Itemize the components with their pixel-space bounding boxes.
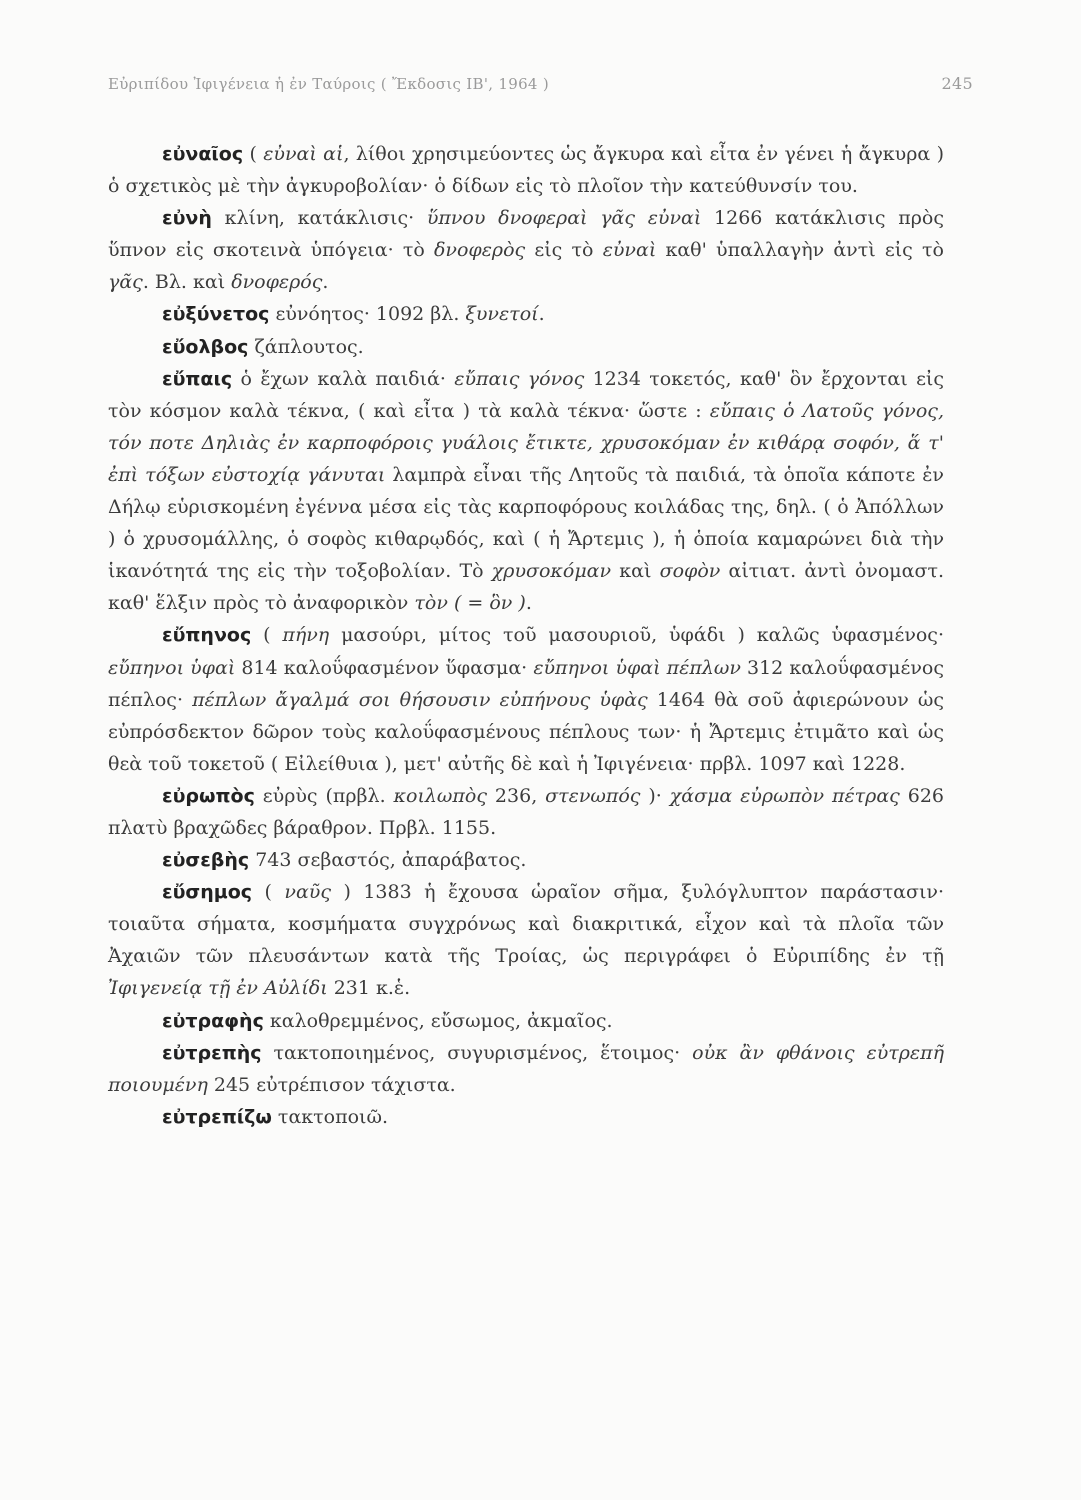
entry-definition-text: 1266 κατάκλισις πρὸς ὕπνον εἰς σκοτεινὰ ὑπόγεια· τὸ	[108, 207, 944, 262]
entry-definition-text: 626 πλατὺ βραχῶδες βάραθρον. Πρβλ. 1155.	[108, 784, 944, 839]
entry-definition-text: ζάπλουτος.	[248, 335, 364, 358]
entry-headword: εὐξύνετος	[162, 303, 270, 326]
entry-definition-text: 236,	[487, 784, 546, 807]
entry-citation-italic: εὐναὶ	[602, 239, 657, 262]
entry-definition-text: 312 καλοΰφασμένος πέπλος·	[108, 656, 945, 711]
entry-definition-text: 814 καλοΰφασμένον ὕφασμα·	[235, 656, 534, 679]
entry-definition-text: (	[251, 624, 283, 647]
glossary-entry	[108, 331, 944, 363]
glossary-entry	[108, 1101, 944, 1133]
entry-citation-italic: εὔπαις γόνος	[454, 367, 585, 390]
glossary-entry	[108, 844, 944, 876]
entry-definition-text: 245 εὐτρέπισον τάχιστα.	[207, 1073, 456, 1096]
entry-citation-italic: σοφὸν	[659, 560, 721, 583]
entry-citation-italic: εὔπηνοι ὑφαὶ πέπλων	[533, 656, 741, 679]
entry-definition-text: τακτοποιημένος, συγυρισμένος, ἕτοιμος·	[261, 1041, 693, 1064]
entry-citation-italic: χάσμα εὐρωπὸν πέτρας	[669, 784, 900, 807]
entry-headword: εὐτρεπίζω	[162, 1105, 272, 1128]
entry-definition-text: μασούρι, μίτος τοῦ μασουριοῦ, ὑφάδι ) καλῶς ὑφασμένος·	[329, 624, 944, 647]
entry-citation-italic: εὔπηνοι ὑφαὶ	[108, 656, 236, 679]
glossary-entry	[108, 619, 944, 779]
glossary-entry	[108, 363, 944, 620]
entry-definition-text: καὶ	[611, 560, 660, 583]
glossary-entry	[108, 138, 944, 202]
entry-headword: εὐτραφὴς	[162, 1009, 264, 1032]
entry-citation-italic: τὸν ( = ὃν )	[414, 592, 526, 615]
running-title: Εὐριπίδου Ἰφιγένεια ἡ ἐν Ταύροις ( Ἔκδοσις ΙΒ', 1964 )	[108, 75, 549, 93]
entry-definition-text: 1464 θὰ σοῦ ἀφιερώνουν ὡς εὐπρόσδεκτον δῶρον τοὺς καλοΰφασμένους πέπλους των· ἡ Ἄρτεμις ἐτιμᾶτο καὶ ὡς θεὰ τοῦ τοκετοῦ ( Εἰλείθυια ), μετ' αὐτῆς δὲ καὶ ἡ Ἰφιγένεια· πρβλ. 1097 καὶ 1228.	[108, 688, 944, 775]
entry-definition-text: εὐρὺς (πρβλ.	[254, 784, 394, 807]
entry-citation-italic: ξυνετοί	[465, 303, 539, 326]
entry-headword: εὐναῖος	[162, 143, 244, 165]
entry-definition-text: καθ' ὑπαλλαγὴν ἀντὶ εἰς τὸ	[656, 239, 944, 262]
entry-definition-text: λαμπρὰ εἶναι τῆς Λητοῦς τὰ παιδιά, τὰ ὁποῖα κάποτε ἐν Δήλῳ εὑρισκομένη ἐγέννα μέσα εἰς τὰς καρποφόρους κοιλάδας της, δηλ. ( ὁ Ἀπόλλων ) ὁ χρυσομάλλης, ὁ σοφὸς κιθαρῳδός, καὶ ( ἡ Ἄρτεμις ), ἡ ὁποία καμαρώνει διὰ τὴν ἱκανότητά της εἰς τὴν τοξοβολίαν. Τὸ	[108, 463, 944, 583]
entry-definition-text: εἰς τὸ	[525, 239, 603, 262]
entry-headword: εὔπηνος	[162, 624, 252, 647]
entry-headword: εὔολβος	[162, 335, 249, 358]
entry-citation-italic: ναῦς	[284, 881, 331, 904]
entry-definition-text: 743 σεβαστός, ἀπαράβατος.	[249, 849, 527, 872]
entry-citation-italic: Ἰφιγενείᾳ τῇ ἐν Αὐλίδι	[108, 977, 328, 1000]
entry-definition-text: . Βλ. καὶ	[142, 271, 232, 294]
running-header	[108, 74, 973, 93]
entry-headword: εὔπαις	[162, 367, 233, 390]
entry-headword: εὐνὴ	[162, 207, 212, 230]
entry-citation-italic: γᾶς	[108, 271, 143, 294]
entry-citation-italic: εὐναὶ αἱ	[263, 143, 344, 165]
page-number: 245	[941, 74, 973, 93]
entry-citation-italic: ὕπνου δνοφεραὶ γᾶς εὐναὶ	[426, 207, 702, 230]
entry-definition-text: εὐνόητος· 1092 βλ.	[269, 303, 466, 326]
entry-citation-italic: οὐκ ἂν φθάνοις εὐτρεπῆ ποιουμένη	[108, 1041, 944, 1096]
glossary-entry	[108, 876, 944, 1004]
entry-definition-text: αἰτιατ. ἀντὶ ὀνομαστ. καθ' ἕλξιν πρὸς τὸ ἀναφορικὸν	[108, 560, 944, 615]
entry-definition-text: κλίνη, κατάκλισις·	[211, 207, 427, 230]
entry-definition-text: , λίθοι χρησιμεύοντες ὡς ἄγκυρα καὶ εἶτα ἐν γένει ἡ ἄγκυρα ) ὁ σχετικὸς μὲ τὴν ἀγκυροβολίαν· ὁ δίδων εἰς τὸ πλοῖον τὴν κατεύθυνσίν του.	[108, 143, 944, 198]
entry-definition-text: ὁ ἔχων καλὰ παιδιά·	[232, 367, 455, 390]
entry-headword: εὐτρεπὴς	[162, 1041, 262, 1064]
entry-citation-italic: δνοφερὸς	[433, 239, 526, 262]
entry-citation-italic: κοιλωπὸς	[393, 784, 487, 807]
entry-citation-italic: στενωπός	[545, 784, 641, 807]
entry-headword: εὐρωπὸς	[162, 784, 255, 807]
entry-definition-text: ) 1383 ἡ ἔχουσα ὡραῖον σῆμα, ξυλόγλυπτον παράστασιν· τοιαῦτα σήματα, κοσμήματα συγχρόνως καὶ διακριτικά, εἶχον καὶ τὰ πλοῖα τῶν Ἀχαιῶν τῶν πλευσάντων κατὰ τῆς Τροίας, ὡς περιγράφει ὁ Εὐριπίδης ἐν τῇ	[108, 881, 944, 968]
entry-headword: εὐσεβὴς	[162, 849, 250, 872]
entry-citation-italic: χρυσοκόμαν	[491, 560, 612, 583]
entry-citation-italic: πέπλων ἄγαλμά σοι θήσουσιν εὐπήνους ὑφὰς	[192, 688, 648, 711]
entry-definition-text: (	[252, 881, 285, 904]
entry-definition-text: )·	[640, 784, 670, 807]
entry-definition-text: .	[538, 303, 545, 326]
entry-definition-text: καλοθρεμμένος, εὔσωμος, ἀκμαῖος.	[263, 1009, 613, 1032]
entry-definition-text: .	[525, 592, 532, 615]
entry-definition-text: (	[243, 143, 264, 165]
entry-definition-text: τακτοποιῶ.	[271, 1105, 389, 1128]
glossary-entry	[108, 780, 944, 844]
glossary-entry	[108, 298, 944, 330]
entry-citation-italic: εὔπαις ὁ Λατοῦς γόνος, τόν ποτε Δηλιὰς ἐν καρποφόροις γυάλοις ἔτικτε, χρυσοκόμαν ἐν κιθάρᾳ σοφόν, ἅ τ' ἐπὶ τόξων εὐστοχίᾳ γάνυται	[108, 399, 944, 486]
entry-definition-text: 231 κ.ἑ.	[327, 977, 411, 1000]
entry-definition-text: .	[322, 271, 329, 294]
entry-headword: εὔσημος	[162, 881, 253, 904]
entry-definition-text: 1234 τοκετός, καθ' ὃν ἔρχονται εἰς τὸν κόσμον καλὰ τέκνα, ( καὶ εἶτα ) τὰ καλὰ τέκνα· ὥστε :	[108, 367, 944, 422]
glossary-entry	[108, 1005, 944, 1037]
glossary-entries	[108, 138, 944, 1133]
entry-citation-italic: δνοφερός	[231, 271, 323, 294]
glossary-entry	[108, 1037, 944, 1101]
entry-citation-italic: πήνη	[282, 624, 330, 647]
glossary-entry	[108, 202, 944, 298]
